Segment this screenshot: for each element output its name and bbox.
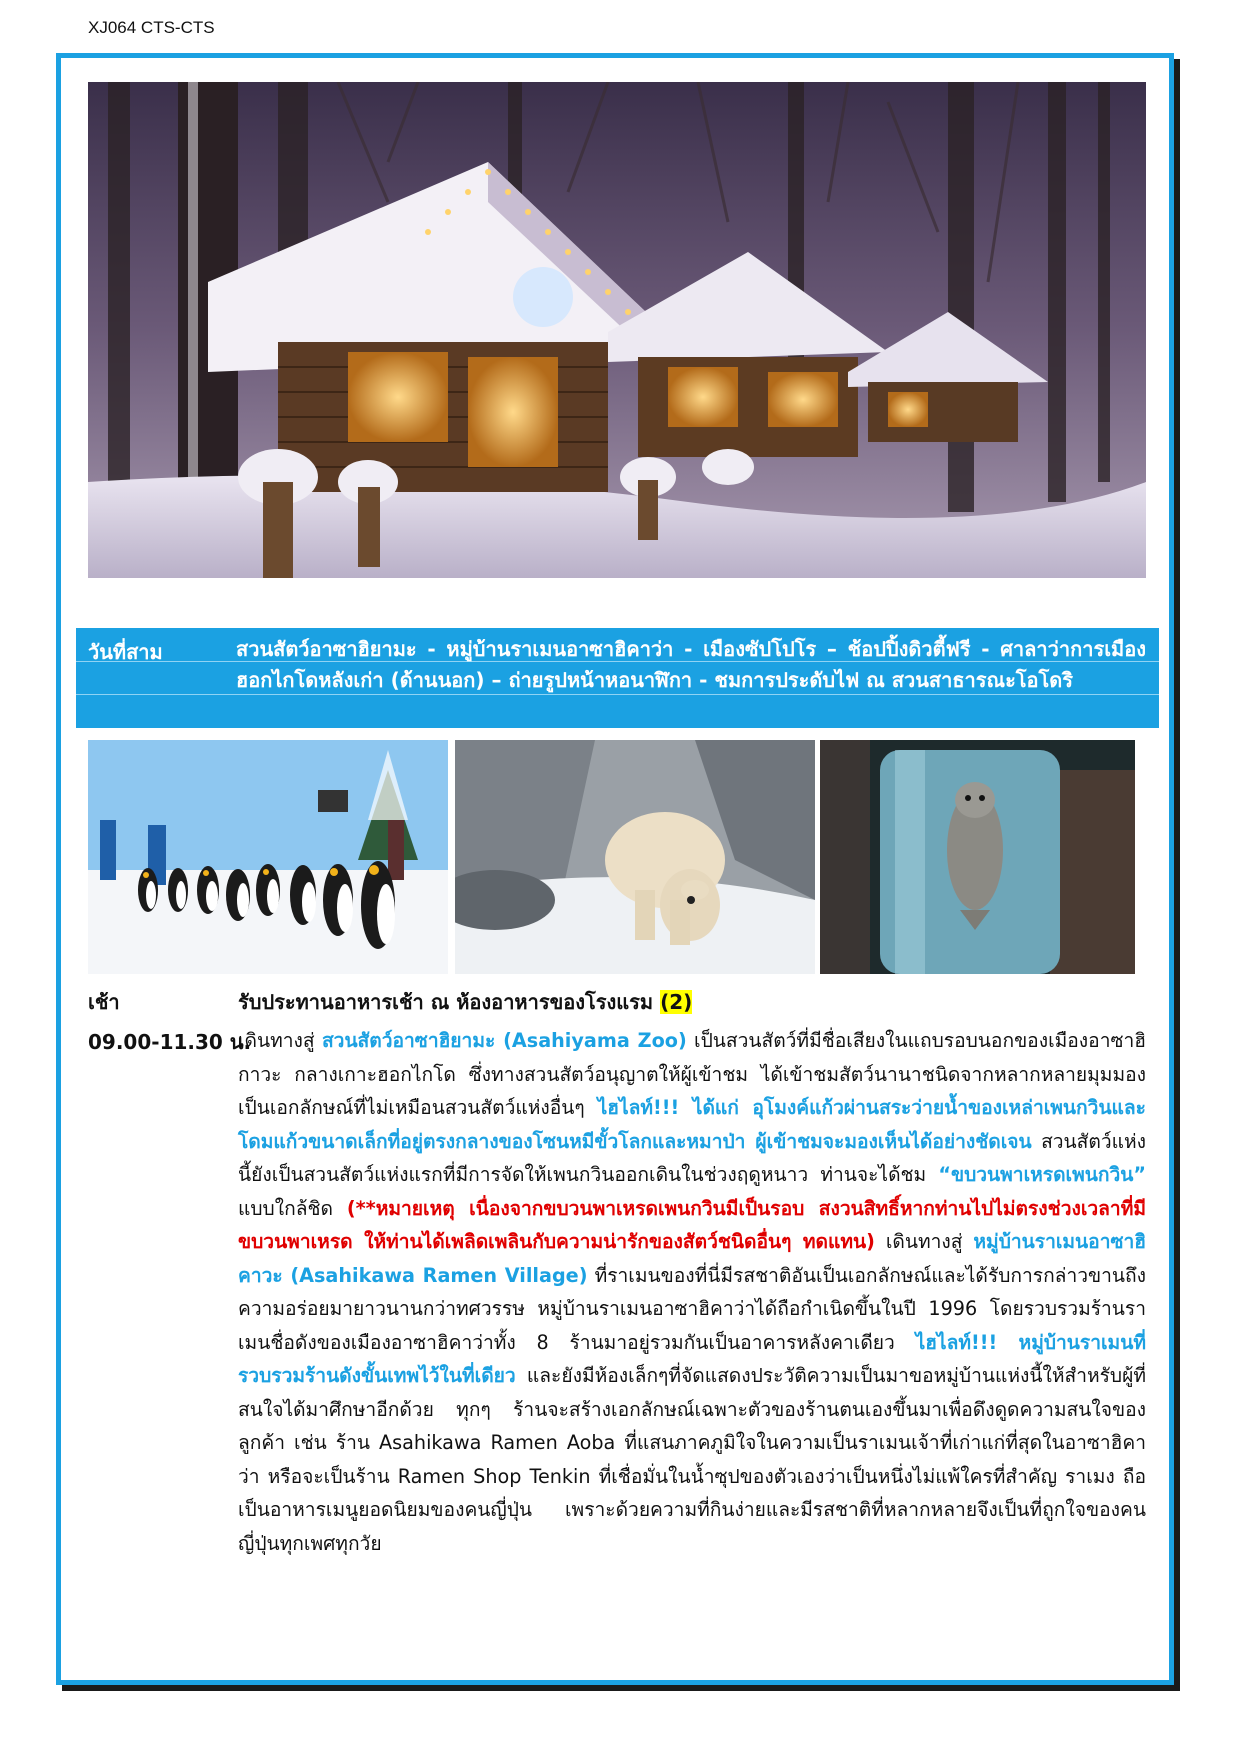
activity-text: และยังมีห้องเล็กๆที่จัดแสดงประวัติความเป็นมาขอหมู่บ้านแห่งนี้ให้สำหรับผู้ที่สนใจได้มาศึกษาอีกด้วย ทุกๆ ร้านจะสร้างเอกลักษณ์เฉพาะตัวของร้านตนเองขึ้นมาเพื่อดึงดูดความสนใจของลูกค้า เช่น ร้าน Asahikawa Ramen Aoba ที่แสนภาคภูมิใจในความเป็นราเมนเจ้าที่เก่าแก่ที่สุดในอาซาฮิคาว่า หรือจะเป็นร้าน Ramen Shop Tenkin ที่เชื่อมั่นในน้ำซุปของตัวเองว่าเป็นหนึ่งไม่แพ้ใครที่สำคัญ ราเมง ถือเป็นอาหารเมนูยอดนิยมของคนญี่ปุ่น เพราะด้วยความที่กินง่ายและมีรสชาติที่หลากหลายจึงเป็นที่ถูกใจของคนญี่ปุ่นทุกเพศทุกวัย bbox=[238, 1364, 1146, 1555]
activity-text: แบบใกล้ชิด bbox=[238, 1196, 347, 1220]
penguin-parade-label: “ขบวนพาเหรดเพนกวิน” bbox=[938, 1163, 1146, 1186]
document-code: XJ064 CTS-CTS bbox=[88, 18, 215, 37]
highlight-zoo: ไฮไลท์!!! ได้แก่ อุโมงค์แก้วผ่านสระว่ายน้ำของเหล่าเพนกวินและโดมแก้วขนาดเล็กที่อยู่ตรงกลางของโซนหมีขั้วโลกและหมาป่า ผู้เข้าชมจะมองเห็นได้อย่างชัดเจน bbox=[238, 1096, 1146, 1153]
activity-description bbox=[238, 1024, 1146, 1560]
activity-text: เดินทางสู่ bbox=[238, 1029, 322, 1052]
day-title: สวนสัตว์อาซาฮิยามะ - หมู่บ้านราเมนอาซาฮิคาว่า - เมืองซัปโปโร – ช้อปปิ้งดิวตี้ฟรี - ศาลาว่าการเมืองฮอกไกโดหลังเก่า (ด้านนอก) – ถ่ายรูปหน้าหอนาฬิกา - ชมการประดับไฟ ณ สวนสาธารณะโอโดริ bbox=[236, 637, 1146, 692]
hero-image bbox=[88, 82, 1146, 578]
ramen-village-name: หมู่บ้านราเมนอาซาฮิคาวะ (Asahikawa Ramen Village) bbox=[238, 1230, 1146, 1287]
activity-text: เป็นสวนสัตว์ที่มีชื่อเสียงในแถบรอบนอกของเมืองอาซาฮิกาวะ กลางเกาะฮอกไกโด ซึ่งทางสวนสัตว์อนุญาตให้ผู้เข้าชม ได้เข้าชมสัตว์นานาชนิดจากหลากหลายมุมมอง เป็นเอกลักษณ์ที่ไม่เหมือนสวนสัตว์แห่งอื่นๆ bbox=[238, 1029, 1146, 1119]
activity-text: เดินทางสู่ bbox=[874, 1230, 974, 1253]
highlight-ramen: ไฮไลท์!!! หมู่บ้านราเมนที่รวบรวมร้านดังขั้นเทพไว้ในที่เดียว bbox=[238, 1330, 1146, 1387]
photo-polar-bear bbox=[455, 740, 815, 974]
breakfast-description: รับประทานอาหารเช้า ณ ห้องอาหารของโรงแรม bbox=[238, 990, 654, 1014]
activity-text: สวนสัตว์แห่งนี้ยังเป็นสวนสัตว์แห่งแรกที่มีการจัดให้เพนกวินออกเดินในช่วงฤดูหนาว ท่านจะได้ชม bbox=[238, 1129, 1147, 1186]
breakfast-time: เช้า bbox=[88, 990, 120, 1014]
meal-number-badge: (2) bbox=[660, 990, 693, 1014]
activity-time: 09.00-11.30 น. bbox=[88, 1030, 252, 1054]
photo-seal-tank bbox=[820, 740, 1135, 974]
day-label: วันที่สาม bbox=[88, 640, 163, 664]
day-header-banner bbox=[76, 628, 1159, 728]
parade-note: (**หมายเหตุ เนื่องจากขบวนพาเหรดเพนกวินมีเป็นรอบ สงวนสิทธิ์หากท่านไปไม่ตรงช่วงเวลาที่มีขบวนพาเหรด ให้ท่านได้เพลิดเพลินกับความน่ารักของสัตว์ชนิดอื่นๆ ทดแทน) bbox=[238, 1196, 1147, 1253]
photo-penguin-parade bbox=[88, 740, 448, 974]
activity-text: ที่ราเมนของที่นี่มีรสชาติอันเป็นเอกลักษณ์และได้รับการกล่าวขานถึงความอร่อยมายาวนานกว่าทศวรรษ หมู่บ้านราเมนอาซาฮิคาว่าได้ถือกำเนิดขึ้นในปี 1996 โดยรวบรวมร้านราเมนชื่อดังของเมืองอาซาฮิคาว่าทั้ง 8 ร้านมาอยู่รวมกันเป็นอาคารหลังคาเดียว bbox=[238, 1263, 1146, 1354]
breakfast-text bbox=[238, 986, 692, 1018]
zoo-name: สวนสัตว์อาซาฮิยามะ (Asahiyama Zoo) bbox=[321, 1029, 687, 1052]
